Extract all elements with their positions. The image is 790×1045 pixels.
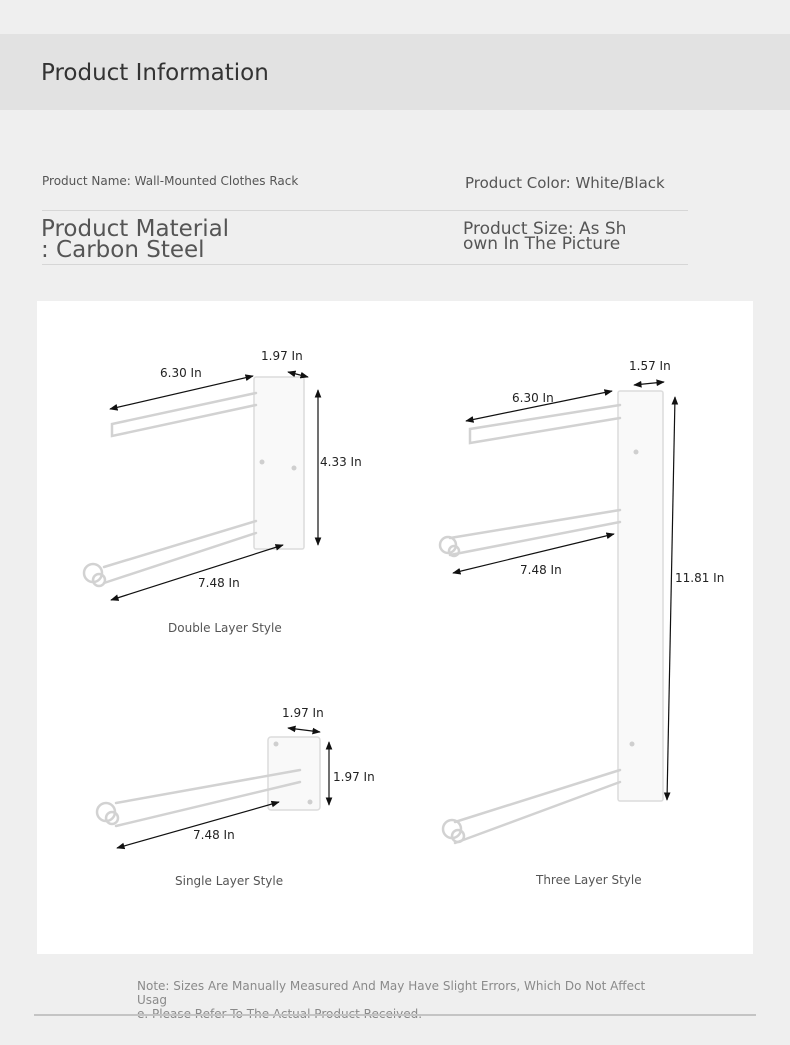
product-name: Product Name: Wall-Mounted Clothes Rack	[42, 174, 299, 188]
dimension-label: 6.30 In	[512, 391, 554, 405]
dimension-label: 1.97 In	[261, 349, 303, 363]
dimension-label: 1.97 In	[282, 706, 324, 720]
three-layer-rack	[440, 391, 663, 843]
dimension-label: 7.48 In	[520, 563, 562, 577]
three-layer-caption: Three Layer Style	[536, 873, 642, 887]
single-layer-rack	[97, 737, 320, 826]
dimension-label: 7.48 In	[198, 576, 240, 590]
double-layer-rack	[84, 377, 304, 586]
bottom-divider	[34, 1014, 756, 1016]
note-line: Note: Sizes Are Manually Measured And May Have Slight Errors, Which Do Not Affect Usag	[137, 979, 646, 1007]
product-color: Product Color: White/Black	[465, 174, 665, 192]
product-size-line1: Product Size: As Sh	[463, 219, 627, 239]
product-size-line2: own In The Picture	[463, 234, 621, 254]
dimension-label: 1.97 In	[333, 770, 375, 784]
product-material-line2: : Carbon Steel	[41, 237, 205, 263]
single-layer-caption: Single Layer Style	[175, 874, 284, 888]
dimension-label: 1.57 In	[629, 359, 671, 373]
product-material-line1: Product Material	[41, 216, 230, 242]
page-title: Product Information	[41, 60, 269, 86]
dimension-label: 7.48 In	[193, 828, 235, 842]
dimension-label: 6.30 In	[160, 366, 202, 380]
dimension-label: 11.81 In	[675, 571, 725, 585]
dimension-label: 4.33 In	[320, 455, 362, 469]
double-layer-caption: Double Layer Style	[168, 621, 282, 635]
